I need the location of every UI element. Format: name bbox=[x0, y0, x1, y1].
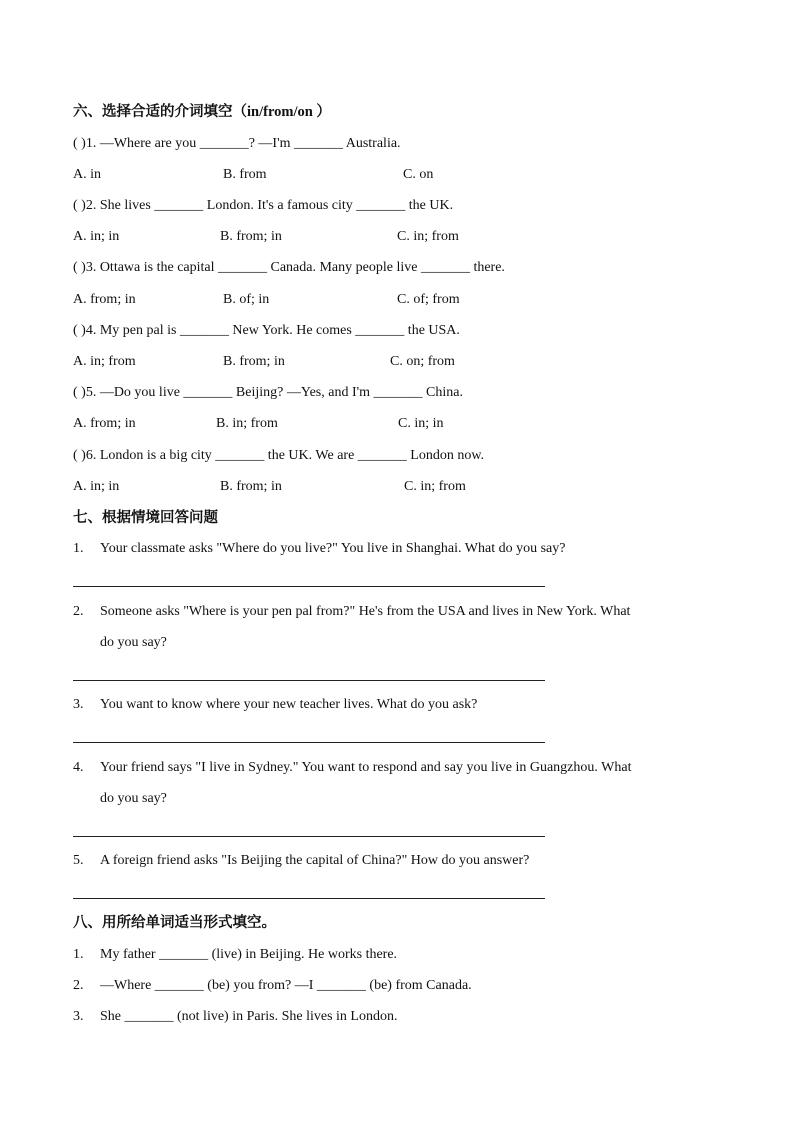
s6-q5-option-a: A. from; in bbox=[73, 416, 136, 431]
s7-q4-text-line1: Your friend says "I live in Sydney." You want to respond and say you live in Guangzhou. What bbox=[100, 760, 632, 775]
s7-q4-number: 4. bbox=[73, 760, 84, 775]
s7-q2-number: 2. bbox=[73, 604, 84, 619]
s8-q2-number: 2. bbox=[73, 978, 84, 993]
section-7-title: 七、根据情境回答问题 bbox=[73, 510, 218, 526]
s7-q3-number: 3. bbox=[73, 697, 84, 712]
section-6-title: 六、选择合适的介词填空（in/from/on ） bbox=[73, 104, 331, 120]
s7-q3-text: You want to know where your new teacher lives. What do you ask? bbox=[100, 697, 478, 712]
s8-q3-number: 3. bbox=[73, 1009, 84, 1024]
s6-q5-option-b: B. in; from bbox=[216, 416, 278, 431]
s7-q5-text: A foreign friend asks "Is Beijing the capital of China?" How do you answer? bbox=[100, 853, 530, 868]
s7-q4-answer-line[interactable] bbox=[73, 836, 545, 837]
s8-q1-text: My father _______ (live) in Beijing. He works there. bbox=[100, 947, 398, 962]
s6-q4-option-b: B. from; in bbox=[223, 354, 285, 369]
s6-q3-option-c: C. of; from bbox=[397, 292, 460, 307]
s6-q4-option-c: C. on; from bbox=[390, 354, 455, 369]
s6-q3-option-a: A. from; in bbox=[73, 292, 136, 307]
s6-q2-stem: ( )2. She lives _______ London. It's a famous city _______ the UK. bbox=[73, 198, 454, 213]
s7-q1-text: Your classmate asks "Where do you live?" You live in Shanghai. What do you say? bbox=[100, 541, 566, 556]
section-8-title: 八、用所给单词适当形式填空。 bbox=[73, 915, 276, 931]
s6-q6-option-c: C. in; from bbox=[404, 479, 466, 494]
s6-q5-option-c: C. in; in bbox=[398, 416, 444, 431]
s6-q1-option-c: C. on bbox=[403, 167, 434, 182]
s6-q6-stem: ( )6. London is a big city _______ the UK. We are _______ London now. bbox=[73, 448, 485, 463]
s6-q3-stem: ( )3. Ottawa is the capital _______ Canada. Many people live _______ there. bbox=[73, 260, 505, 275]
s6-q2-option-b: B. from; in bbox=[220, 229, 282, 244]
s7-q2-text-line1: Someone asks "Where is your pen pal from?" He's from the USA and lives in New York. What bbox=[100, 604, 631, 619]
s7-q1-number: 1. bbox=[73, 541, 84, 556]
s6-q4-option-a: A. in; from bbox=[73, 354, 136, 369]
s7-q4-text-line2: do you say? bbox=[100, 791, 167, 806]
s6-q1-option-b: B. from bbox=[223, 167, 267, 182]
s6-q1-option-a: A. in bbox=[73, 167, 101, 182]
s7-q5-answer-line[interactable] bbox=[73, 898, 545, 899]
s7-q3-answer-line[interactable] bbox=[73, 742, 545, 743]
s6-q6-option-a: A. in; in bbox=[73, 479, 120, 494]
s6-q6-option-b: B. from; in bbox=[220, 479, 282, 494]
s6-q3-option-b: B. of; in bbox=[223, 292, 270, 307]
s6-q5-stem: ( )5. —Do you live _______ Beijing? —Yes, and I'm _______ China. bbox=[73, 385, 463, 400]
s6-q2-option-c: C. in; from bbox=[397, 229, 459, 244]
s6-q1-stem: ( )1. —Where are you _______? —I'm _______ Australia. bbox=[73, 136, 401, 151]
s7-q2-answer-line[interactable] bbox=[73, 680, 545, 681]
s7-q2-text-line2: do you say? bbox=[100, 635, 167, 650]
s7-q5-number: 5. bbox=[73, 853, 84, 868]
s8-q3-text: She _______ (not live) in Paris. She lives in London. bbox=[100, 1009, 398, 1024]
s8-q1-number: 1. bbox=[73, 947, 84, 962]
s7-q1-answer-line[interactable] bbox=[73, 586, 545, 587]
s6-q2-option-a: A. in; in bbox=[73, 229, 120, 244]
s6-q4-stem: ( )4. My pen pal is _______ New York. He comes _______ the USA. bbox=[73, 323, 460, 338]
s8-q2-text: —Where _______ (be) you from? —I _______ (be) from Canada. bbox=[100, 978, 472, 993]
